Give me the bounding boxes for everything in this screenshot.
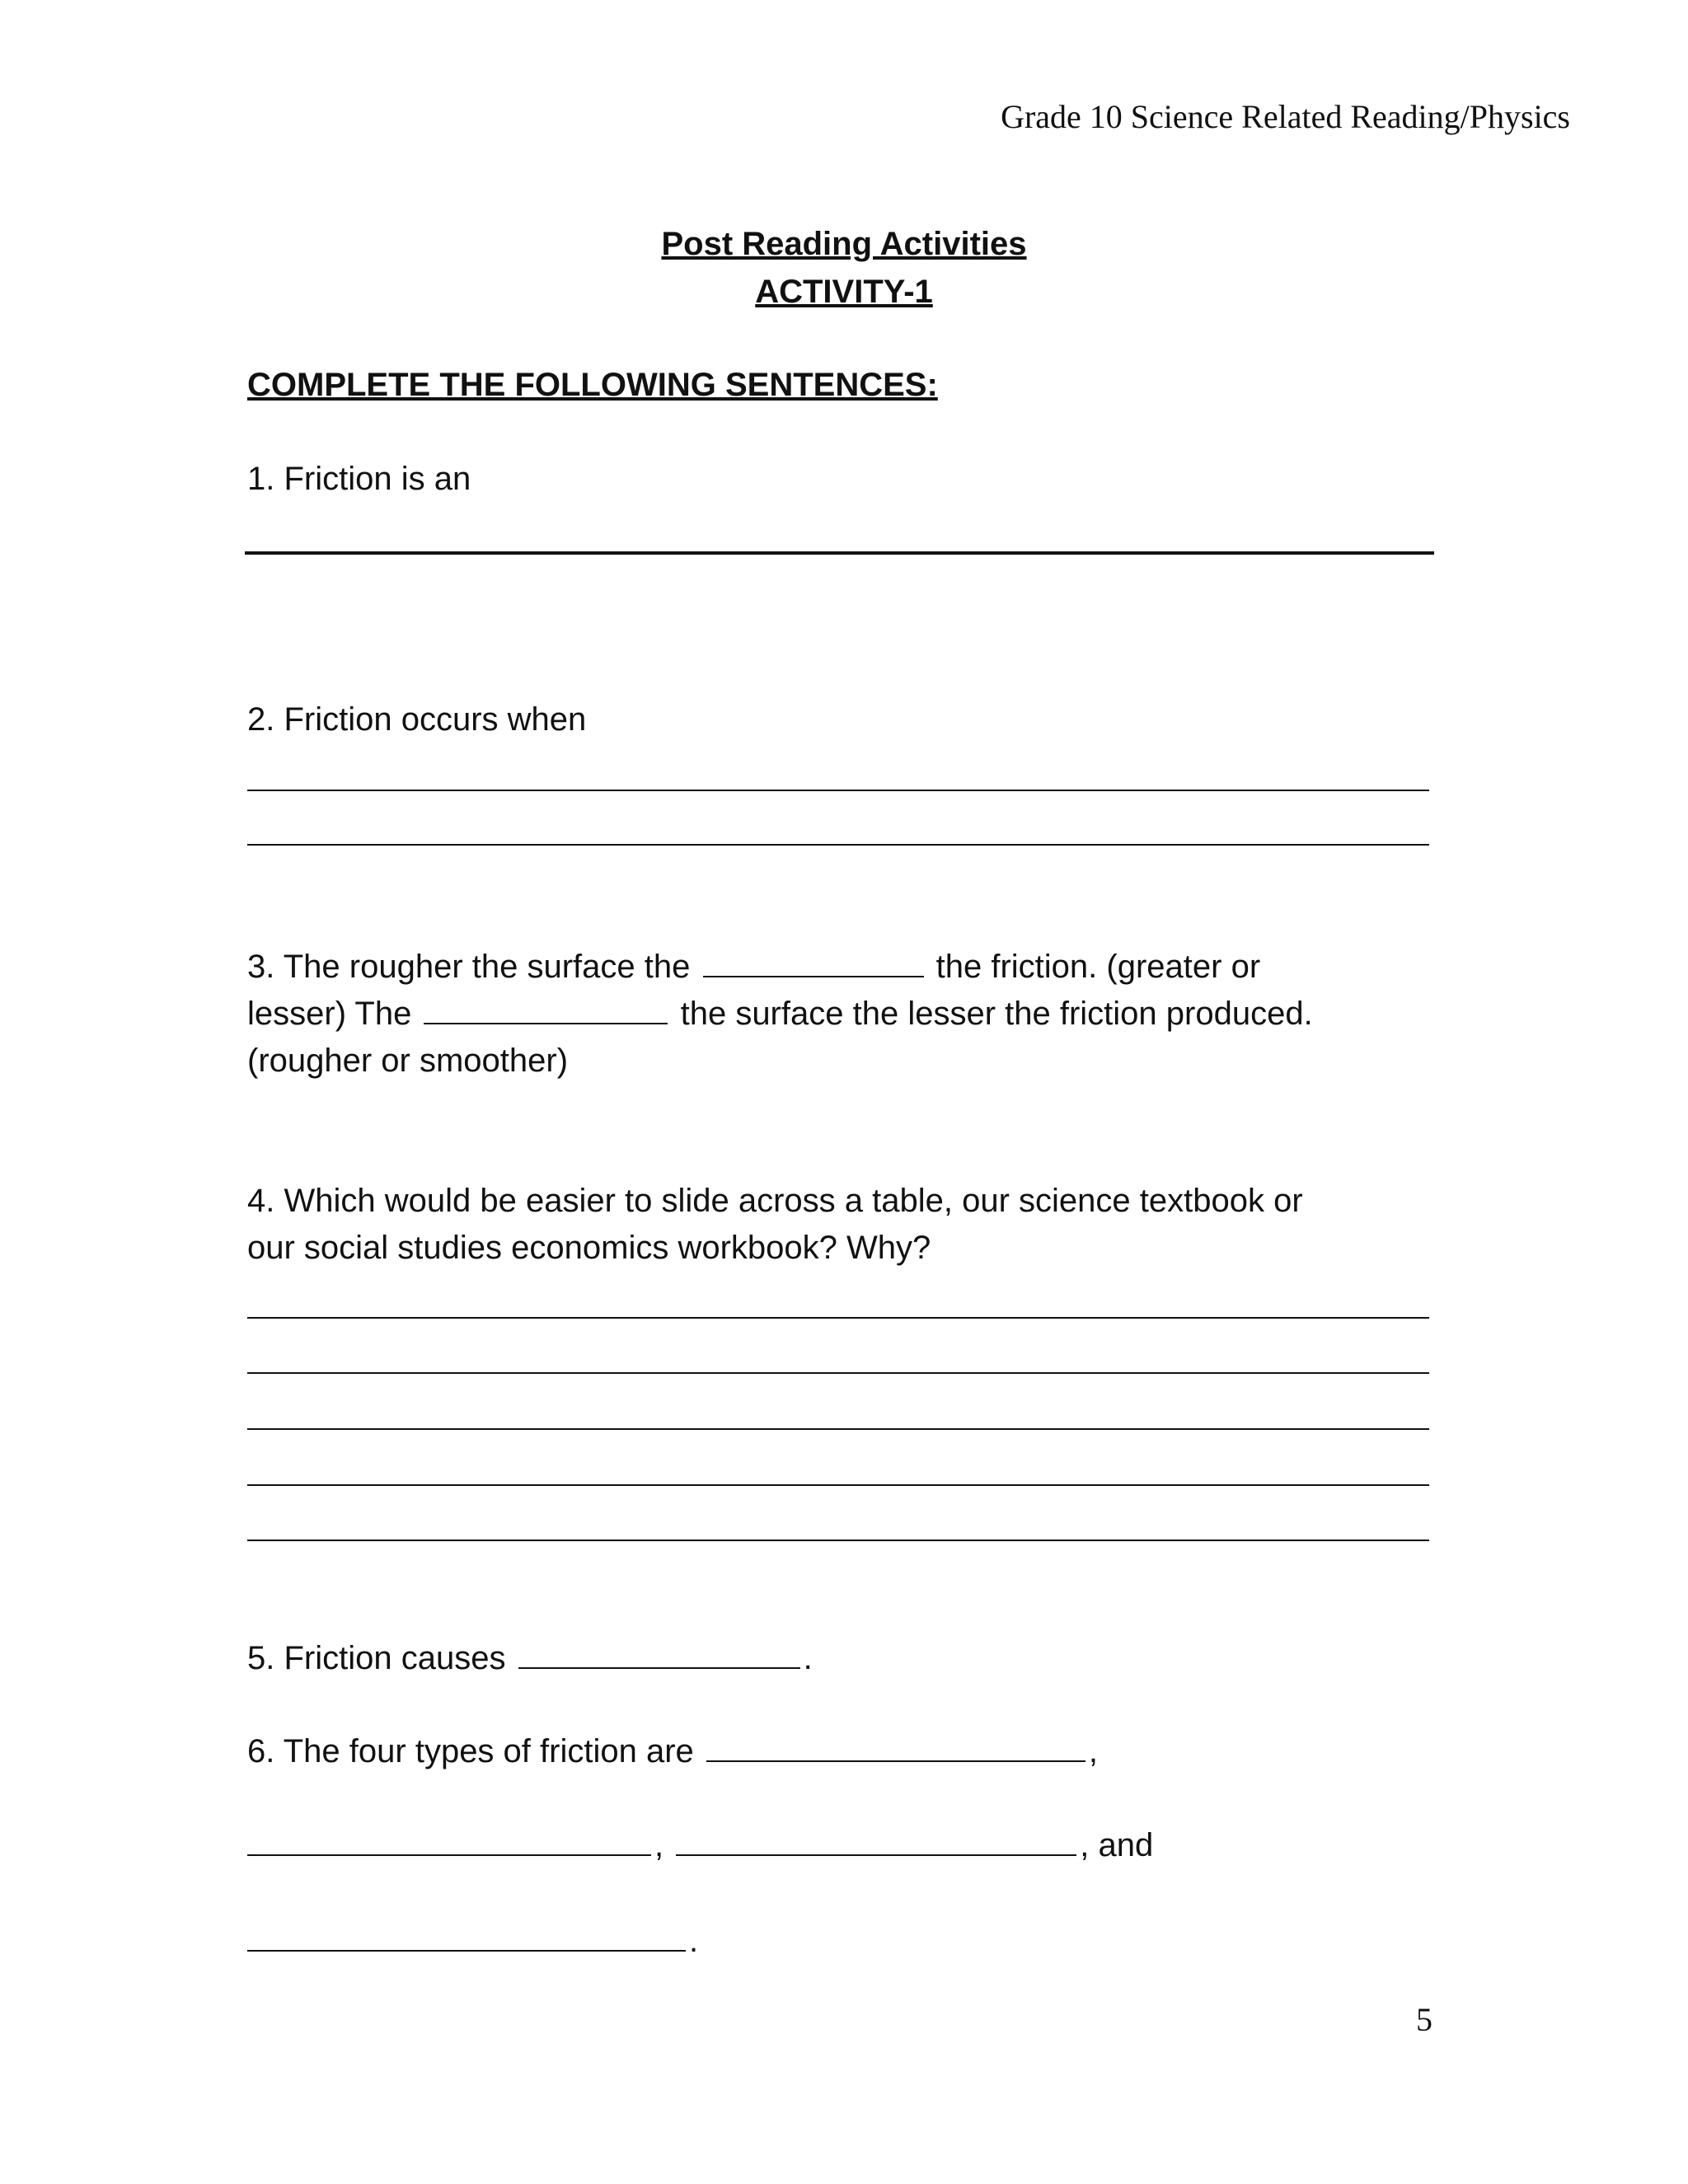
question-6-line-3	[247, 1921, 698, 1961]
question-6-comma-2: ,	[654, 1827, 664, 1863]
blank-6c[interactable]	[676, 1826, 1076, 1856]
question-3-text-c: lesser) The	[247, 996, 412, 1032]
question-4-line-1	[247, 1181, 1303, 1221]
activity-title: ACTIVITY-1	[755, 274, 933, 310]
question-3-line-1	[247, 947, 1260, 987]
question-5	[247, 1638, 813, 1678]
answer-line-2b[interactable]	[247, 844, 1429, 846]
question-1	[247, 459, 471, 499]
page-number: 5	[1416, 2001, 1432, 2038]
course-header: Grade 10 Science Related Reading/Physics	[1001, 98, 1570, 135]
question-6-line-1	[247, 1732, 1098, 1771]
question-3-text-d: the surface the lesser the friction produced.	[680, 996, 1313, 1032]
question-3-text-e: (rougher or smoother)	[247, 1043, 569, 1079]
question-6-text: 6. The four types of friction are	[247, 1733, 694, 1769]
answer-line-4b[interactable]	[247, 1372, 1429, 1374]
blank-3a[interactable]	[703, 948, 924, 977]
question-2-text: 2. Friction occurs when	[247, 701, 587, 738]
question-3-line-2	[247, 994, 1313, 1033]
blank-3b[interactable]	[424, 995, 668, 1024]
blank-5[interactable]	[518, 1639, 800, 1669]
answer-line-4e[interactable]	[247, 1540, 1429, 1541]
question-3-text-b: the friction. (greater or	[935, 949, 1261, 985]
answer-line-2a[interactable]	[247, 790, 1429, 791]
answer-line-1[interactable]	[245, 551, 1434, 555]
page-title: Post Reading Activities	[661, 226, 1027, 262]
question-5-text: 5. Friction causes	[247, 1640, 506, 1676]
question-6-line-2	[247, 1825, 1153, 1865]
blank-6a[interactable]	[706, 1732, 1085, 1762]
question-4-line-2	[247, 1228, 931, 1268]
question-6-end: .	[689, 1923, 699, 1959]
question-5-end: .	[803, 1640, 813, 1676]
question-1-text: 1. Friction is an	[247, 461, 471, 497]
question-3-line-3	[247, 1041, 568, 1080]
question-4-text-b: our social studies economics workbook? Why?	[247, 1230, 931, 1266]
question-6-comma: ,	[1088, 1733, 1099, 1769]
question-6-and: , and	[1080, 1827, 1154, 1863]
answer-line-4a[interactable]	[247, 1317, 1429, 1319]
question-4-text-a: 4. Which would be easier to slide across a table, our science textbook or	[247, 1183, 1303, 1219]
question-3-text-a: 3. The rougher the surface the	[247, 949, 691, 985]
blank-6d[interactable]	[247, 1922, 686, 1952]
answer-line-4c[interactable]	[247, 1428, 1429, 1430]
question-2	[247, 700, 586, 739]
blank-6b[interactable]	[247, 1826, 651, 1856]
answer-line-4d[interactable]	[247, 1484, 1429, 1486]
section-heading: COMPLETE THE FOLLOWING SENTENCES:	[247, 367, 938, 403]
